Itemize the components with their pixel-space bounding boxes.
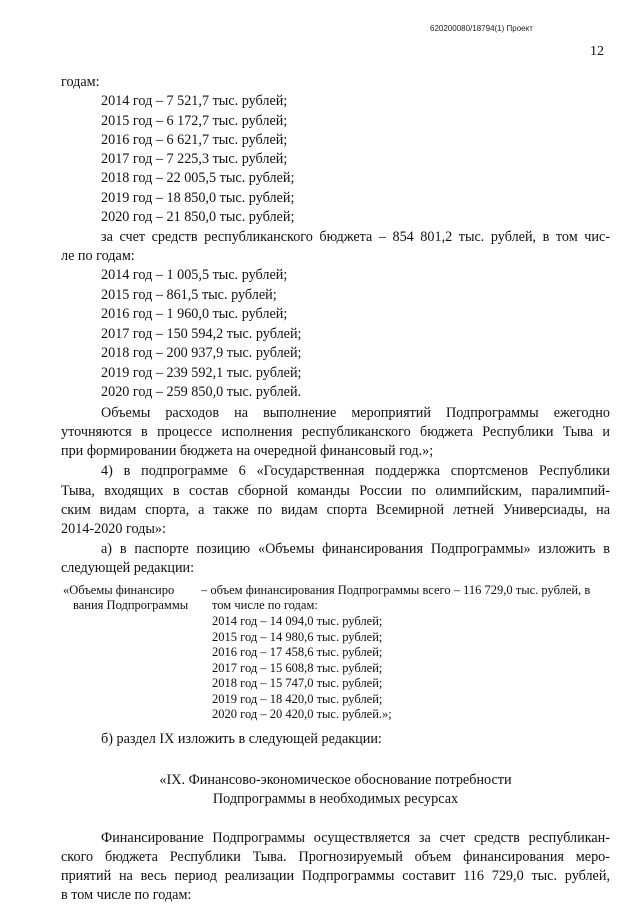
- table-year-line: 2018 год – 15 747,0 тыс. рублей;: [212, 676, 383, 690]
- year-line: 2015 год – 861,5 тыс. рублей;: [101, 287, 277, 303]
- text-line: 4) в подпрограмме 6 «Государственная поддержка спортсменов Республики: [101, 463, 610, 479]
- year-line: 2019 год – 239 592,1 тыс. рублей;: [101, 365, 302, 381]
- text-line: ским видам спорта, а также по видам спорта Всемирной летней Универсиады, на: [61, 502, 610, 518]
- year-line: 2018 год – 22 005,5 тыс. рублей;: [101, 170, 295, 186]
- text-line: в том числе по годам:: [61, 887, 192, 903]
- document-stamp: 620200080/18794(1) Проект: [430, 24, 533, 33]
- year-line: 2014 год – 7 521,7 тыс. рублей;: [101, 93, 288, 109]
- text-line: следующей редакции:: [61, 560, 195, 576]
- year-line: 2020 год – 259 850,0 тыс. рублей.: [101, 384, 302, 400]
- year-line: 2018 год – 200 937,9 тыс. рублей;: [101, 345, 302, 361]
- table-year-line: 2020 год – 20 420,0 тыс. рублей.»;: [212, 707, 392, 721]
- text-line: а) в паспорте позицию «Объемы финансирования Подпрограммы» изложить в: [101, 541, 610, 557]
- table-year-line: 2015 год – 14 980,6 тыс. рублей;: [212, 630, 383, 644]
- year-line: 2020 год – 21 850,0 тыс. рублей;: [101, 209, 295, 225]
- year-line: 2016 год – 1 960,0 тыс. рублей;: [101, 306, 288, 322]
- table-value-line: – объем финансирования Подпрограммы всего – 116 729,0 тыс. рублей, в: [201, 583, 591, 597]
- text-line: б) раздел IX изложить в следующей редакции:: [101, 731, 382, 747]
- section-title: Подпрограммы в необходимых ресурсах: [212, 791, 459, 807]
- text-line: уточняются в процессе исполнения республиканского бюджета Республики Тыва и: [61, 424, 610, 440]
- table-label-line: вания Подпрограммы: [73, 598, 189, 612]
- text-line: Финансирование Подпрограммы осуществляется за счет средств республикан-: [101, 830, 610, 846]
- year-line: 2017 год – 150 594,2 тыс. рублей;: [101, 326, 302, 342]
- table-year-line: 2017 год – 15 608,8 тыс. рублей;: [212, 661, 383, 675]
- year-line: 2017 год – 7 225,3 тыс. рублей;: [101, 151, 288, 167]
- table-year-line: 2019 год – 18 420,0 тыс. рублей;: [212, 692, 383, 706]
- text-line: за счет средств республиканского бюджета – 854 801,2 тыс. рублей, в том чис-: [101, 229, 610, 245]
- text-line: ского бюджета Республики Тыва. Прогнозируемый объем финансирования меро-: [61, 849, 610, 865]
- text-line: Тыва, входящих в состав сборной команды России по олимпийским, паралимпий-: [61, 483, 610, 499]
- table-label-line: «Объемы финансиро: [63, 583, 175, 597]
- text-line: 2014-2020 годы»:: [61, 521, 166, 537]
- section-title: «IX. Финансово-экономическое обоснование потребности: [159, 772, 512, 788]
- year-line: 2014 год – 1 005,5 тыс. рублей;: [101, 267, 288, 283]
- page-number: 12: [590, 44, 604, 59]
- year-line: 2015 год – 6 172,7 тыс. рублей;: [101, 113, 288, 129]
- text-line: ле по годам:: [61, 248, 135, 264]
- table-year-line: 2014 год – 14 094,0 тыс. рублей;: [212, 614, 383, 628]
- text-line: приятий на весь период реализации Подпрограммы составит 116 729,0 тыс. рублей,: [61, 868, 610, 884]
- year-line: 2019 год – 18 850,0 тыс. рублей;: [101, 190, 295, 206]
- table-year-line: 2016 год – 17 458,6 тыс. рублей;: [212, 645, 383, 659]
- table-value-line: том числе по годам:: [212, 598, 318, 612]
- year-line: 2016 год – 6 621,7 тыс. рублей;: [101, 132, 288, 148]
- text-line: при формировании бюджета на очередной финансовый год.»;: [61, 443, 434, 459]
- text-line: Объемы расходов на выполнение мероприятий Подпрограммы ежегодно: [101, 405, 610, 421]
- text-line: годам:: [61, 74, 100, 90]
